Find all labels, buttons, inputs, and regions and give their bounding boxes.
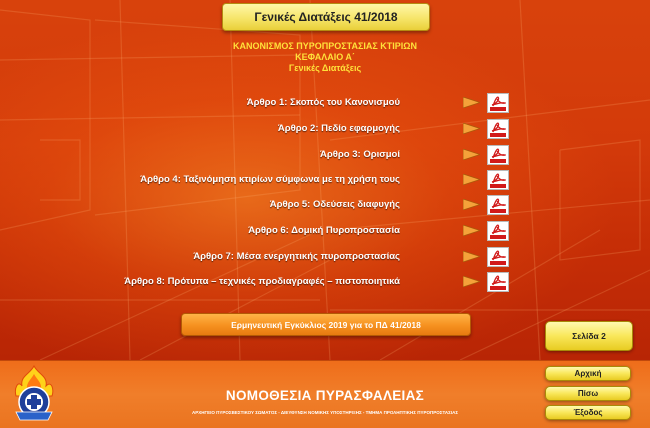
pdf-icon[interactable] xyxy=(487,170,509,190)
fire-service-emblem-icon xyxy=(8,364,60,422)
article-3-link[interactable]: Άρθρο 3: Ορισμοί xyxy=(320,149,400,160)
page-title: Γενικές Διατάξεις 41/2018 xyxy=(222,3,430,31)
pdf-icon[interactable] xyxy=(487,247,509,267)
article-2-link[interactable]: Άρθρο 2: Πεδίο εφαρμογής xyxy=(277,123,400,134)
arrow-right-icon[interactable] xyxy=(463,123,480,134)
section-title: Γενικές Διατάξεις xyxy=(288,63,362,73)
article-5-link[interactable]: Άρθρο 5: Οδεύσεις διαφυγής xyxy=(269,199,400,210)
article-1-link[interactable]: Άρθρο 1: Σκοπός του Κανονισμού xyxy=(246,97,400,108)
arrow-right-icon[interactable] xyxy=(463,199,480,210)
pdf-icon[interactable] xyxy=(487,195,509,215)
arrow-right-icon[interactable] xyxy=(463,251,480,262)
article-4-link[interactable]: Άρθρο 4: Ταξινόμηση κτιρίων σύμφωνα με τη χρήση τους xyxy=(140,174,400,185)
footer-title: ΝΟΜΟΘΕΣΙΑ ΠΥΡΑΣΦΑΛΕΙΑΣ xyxy=(225,388,425,403)
arrow-right-icon[interactable] xyxy=(463,97,480,108)
arrow-right-icon[interactable] xyxy=(463,276,480,287)
article-6-link[interactable]: Άρθρο 6: Δομική Πυροπροστασία xyxy=(248,225,400,236)
back-button[interactable]: Πίσω xyxy=(545,386,631,401)
arrow-right-icon[interactable] xyxy=(463,149,480,160)
exit-button[interactable]: Έξοδος xyxy=(545,405,631,420)
article-7-link[interactable]: Άρθρο 7: Μέσα ενεργητικής πυροπροστασίας xyxy=(193,251,400,262)
circular-2019-button[interactable]: Ερμηνευτική Εγκύκλιος 2019 για το ΠΔ 41/2018 xyxy=(181,313,471,336)
pdf-icon[interactable] xyxy=(487,272,509,292)
article-8-link[interactable]: Άρθρο 8: Πρότυπα – τεχνικές προδιαγραφές – πιστοποιητικά xyxy=(124,276,400,287)
regulation-title: ΚΑΝΟΝΙΣΜΟΣ ΠΥΡΟΠΡΟΣΤΑΣΙΑΣ ΚΤΙΡΙΩΝ xyxy=(232,41,418,51)
arrow-right-icon[interactable] xyxy=(463,225,480,236)
chapter-title: ΚΕΦΑΛΑΙΟ Α΄ xyxy=(295,52,355,62)
pdf-icon[interactable] xyxy=(487,145,509,165)
pdf-icon[interactable] xyxy=(487,93,509,113)
page-2-button[interactable]: Σελίδα 2 xyxy=(545,321,633,351)
home-button[interactable]: Αρχική xyxy=(545,366,631,381)
footer-subtitle: ΑΡΧΗΓΕΙΟ ΠΥΡΟΣΒΕΣΤΙΚΟΥ ΣΩΜΑΤΟΣ - ΔΙΕΥΘΥΝΣΗ ΝΟΜΙΚΗΣ ΥΠΟΣΤΗΡΙΞΗΣ - ΤΜΗΜΑ ΠΡΟΛΗΠΤΙΚΗΣ ΠΥΡΟΠΡΟΣΤΑΣΙΑΣ xyxy=(191,410,459,415)
arrow-right-icon[interactable] xyxy=(463,174,480,185)
pdf-icon[interactable] xyxy=(487,119,509,139)
pdf-icon[interactable] xyxy=(487,221,509,241)
